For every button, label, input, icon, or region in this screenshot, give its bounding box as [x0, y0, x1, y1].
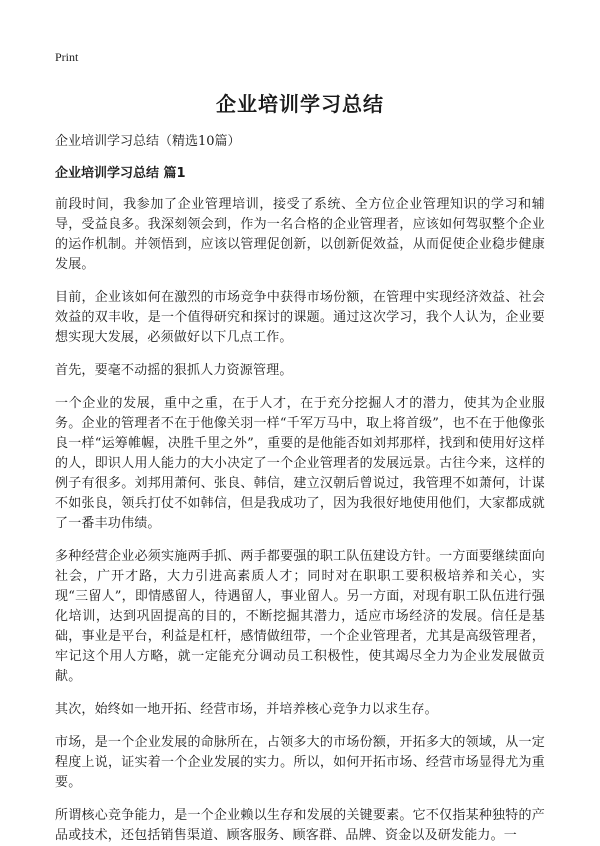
paragraph: 多种经营企业必须实施两手抓、两手都要强的职工队伍建设方针。一方面要继续面向社会，广开才路，大力引进高素质人才；同时对在职职工要积极培养和关心，实现“三留人”，即情感留人，待遇留人，事业留人。另一方面，对现有职工队伍进行强化培训，达到巩固提高的目的，不断挖掘其潜力，适应市场经济的发展。信任是基础，事业是平台，利益是杠杆，感情做纽带，一个企业管理者，尤其是高级管理者，牢记这个用人方略，就一定能充分调动员工积极性，使其竭尽全力为企业发展做贡献。 [55, 549, 545, 684]
paragraph: 一个企业的发展，重中之重，在于人才，在于充分挖掘人才的潜力，使其为企业服务。企业的管理者不在于他像关羽一样“千军万马中，取上将首级”，也不在于他像张良一样“运筹帷幄，决胜千里之外”，重要的是他能否如刘邦那样，找到和使用好这样的人，即识人用人能力的大小决定了一个企业管理者的发展远景。古往今来，这样的例子有很多。刘邦用萧何、张良、韩信，建立汉朝后曾说过，我管理不如萧何，计谋不如张良，领兵打仗不如韩信，但是我成功了，因为我很好地使用他们，大家都成就了一番丰功伟绩。 [55, 396, 545, 531]
paragraph: 前段时间，我参加了企业管理培训，接受了系统、全方位企业管理知识的学习和辅导，受益良多。我深刻领会到，作为一名合格的企业管理者，应该如何驾驭整个企业的运作机制。并领悟到，应该以管理促创新，以创新促效益，从而促使企业稳步健康发展。 [55, 197, 545, 272]
paragraph: 市场，是一个企业发展的命脉所在，占领多大的市场份额，开拓多大的领域，从一定程度上说，证实着一个企业发展的实力。所以，如何开拓市场、经营市场显得尤为重要。 [55, 735, 545, 790]
section-heading: 企业培训学习总结 篇1 [55, 166, 186, 181]
paragraph: 其次，始终如一地开拓、经营市场，并培养核心竞争力以求生存。 [55, 702, 438, 717]
paragraph: 首先，要毫不动摇的狠抓人力资源管理。 [55, 363, 293, 378]
paragraph: 所谓核心竞争能力，是一个企业赖以生存和发展的关键要素。它不仅指某种独特的产品或技术，还包括销售渠道、顾客服务、顾客群、品牌、资金以及研发能力。一 [55, 808, 545, 843]
document-title: 企业培训学习总结 [216, 92, 384, 116]
print-link[interactable]: Print [55, 50, 79, 64]
document-subtitle: 企业培训学习总结（精选10篇） [55, 134, 241, 149]
paragraph: 目前，企业该如何在激烈的市场竞争中获得市场份额，在管理中实现经济效益、社会效益的双丰收，是一个值得研究和探讨的课题。通过这次学习，我个人认为，企业要想实现大发展，必须做好以下几点工作。 [55, 290, 545, 345]
